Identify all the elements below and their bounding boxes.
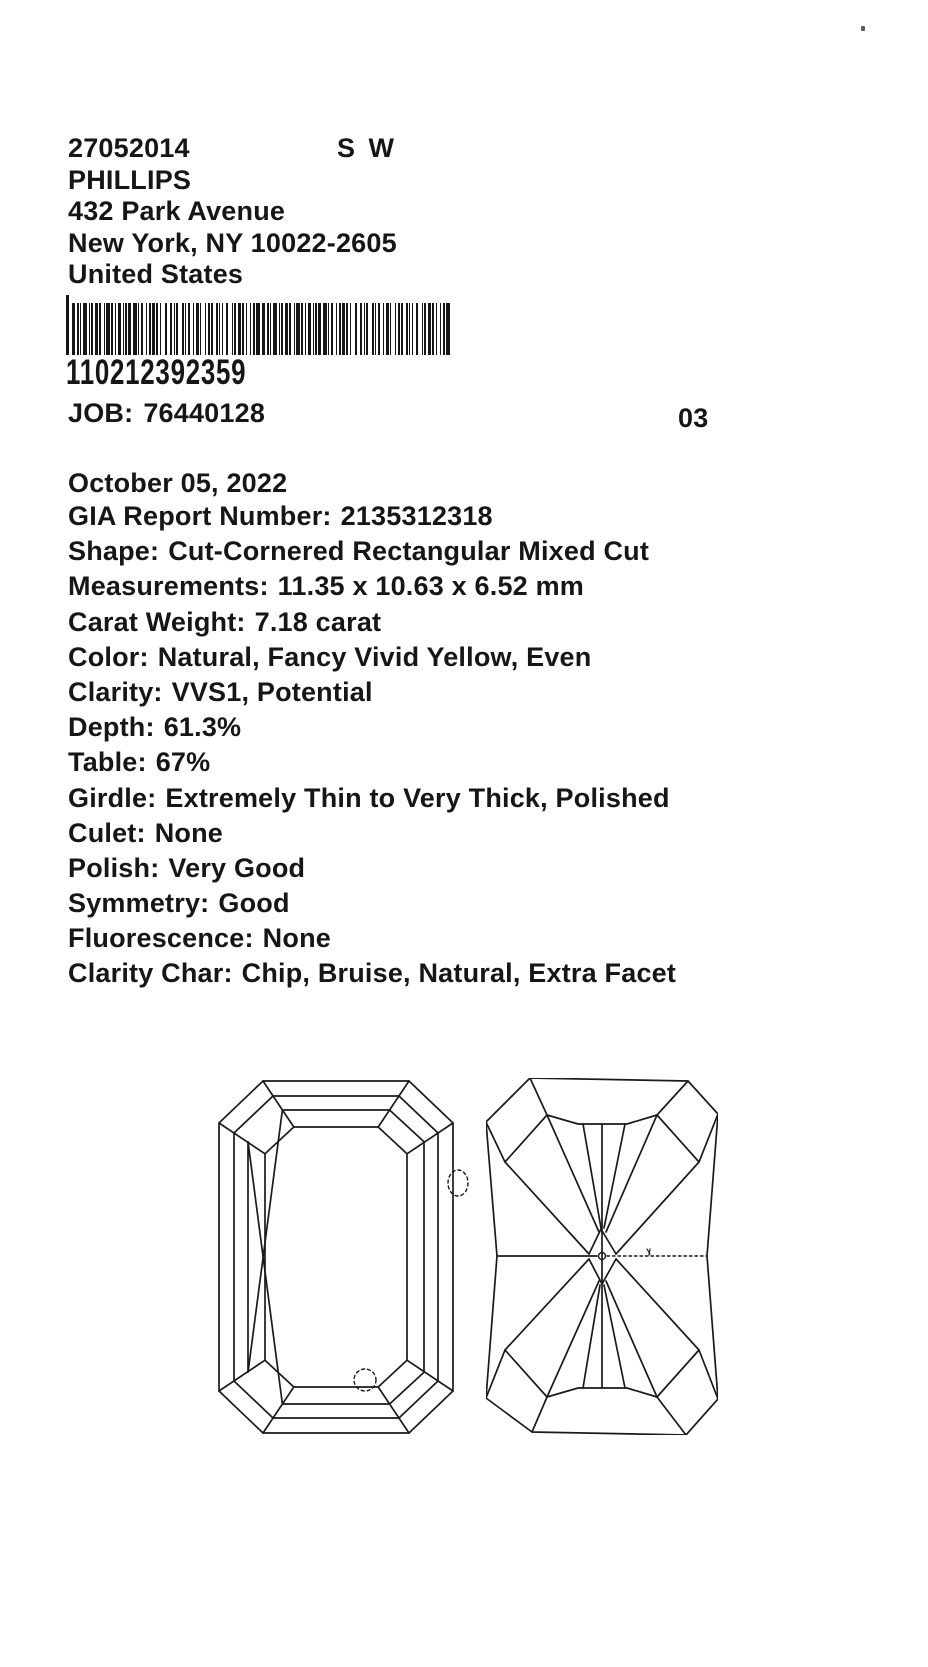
field-label: Shape: bbox=[68, 536, 160, 567]
report-field-row bbox=[68, 501, 888, 536]
field-value: Cut-Cornered Rectangular Mixed Cut bbox=[168, 536, 650, 567]
field-value: None bbox=[262, 923, 331, 954]
field-value: Very Good bbox=[168, 852, 306, 883]
field-value: Good bbox=[218, 888, 290, 919]
field-value: None bbox=[154, 817, 224, 848]
report-field-row bbox=[68, 677, 888, 712]
report-field-row bbox=[68, 536, 888, 571]
barcode-number: 110212392359 bbox=[66, 353, 247, 392]
clarity-mark-tick bbox=[647, 1249, 650, 1255]
report-fields bbox=[68, 501, 888, 994]
initials: S W bbox=[337, 133, 397, 163]
scan-speck-dot bbox=[861, 26, 865, 31]
field-label: Table: bbox=[68, 747, 147, 778]
field-label: Measurements: bbox=[68, 571, 269, 602]
report-field-row bbox=[68, 747, 888, 782]
field-label: Clarity Char: bbox=[68, 958, 233, 989]
field-label: Culet: bbox=[68, 817, 146, 848]
job-number: 76440128 bbox=[143, 398, 266, 428]
crown-view-diagram bbox=[207, 1075, 469, 1443]
field-value: 11.35 x 10.63 x 6.52 mm bbox=[277, 571, 585, 602]
field-label: Carat Weight: bbox=[68, 606, 246, 637]
field-value: 2135312318 bbox=[340, 501, 493, 531]
page-code: 03 bbox=[678, 403, 709, 433]
field-value: Extremely Thin to Very Thick, Polished bbox=[165, 782, 670, 813]
report-field-row bbox=[68, 783, 888, 818]
pavilion-view-diagram bbox=[486, 1078, 718, 1435]
field-label: Symmetry: bbox=[68, 888, 210, 919]
job-label: JOB: bbox=[68, 398, 134, 428]
field-label: Depth: bbox=[68, 712, 155, 743]
field-label: Fluorescence: bbox=[68, 923, 254, 954]
field-label: GIA Report Number: bbox=[68, 501, 332, 531]
field-value: 67% bbox=[155, 747, 211, 778]
field-value: VVS1, Potential bbox=[171, 676, 373, 707]
clarity-mark-circle bbox=[448, 1170, 468, 1196]
address-line-3: United States bbox=[68, 259, 244, 289]
address-line-2: New York, NY 10022-2605 bbox=[68, 228, 397, 258]
field-value: Chip, Bruise, Natural, Extra Facet bbox=[241, 958, 677, 989]
field-label: Polish: bbox=[68, 852, 160, 883]
recipient-name: PHILLIPS bbox=[68, 165, 192, 195]
report-field-row bbox=[68, 958, 888, 993]
field-label: Color: bbox=[68, 641, 149, 672]
address-line-1: 432 Park Avenue bbox=[68, 196, 286, 226]
field-value: 7.18 carat bbox=[254, 606, 382, 637]
field-value: Natural, Fancy Vivid Yellow, Even bbox=[157, 641, 592, 672]
barcode bbox=[64, 295, 454, 357]
report-field-row bbox=[68, 712, 888, 747]
report-date: October 05, 2022 bbox=[68, 468, 288, 498]
report-field-row bbox=[68, 642, 888, 677]
report-field-row bbox=[68, 923, 888, 958]
report-field-row bbox=[68, 571, 888, 606]
report-field-row bbox=[68, 888, 888, 923]
report-field-row bbox=[68, 818, 888, 853]
field-label: Clarity: bbox=[68, 676, 163, 707]
report-field-row bbox=[68, 853, 888, 888]
field-label: Girdle: bbox=[68, 782, 157, 813]
field-value: 61.3% bbox=[163, 712, 242, 743]
scan-date-code: 27052014 bbox=[68, 133, 190, 163]
job-line bbox=[68, 398, 265, 429]
report-field-row bbox=[68, 607, 888, 642]
